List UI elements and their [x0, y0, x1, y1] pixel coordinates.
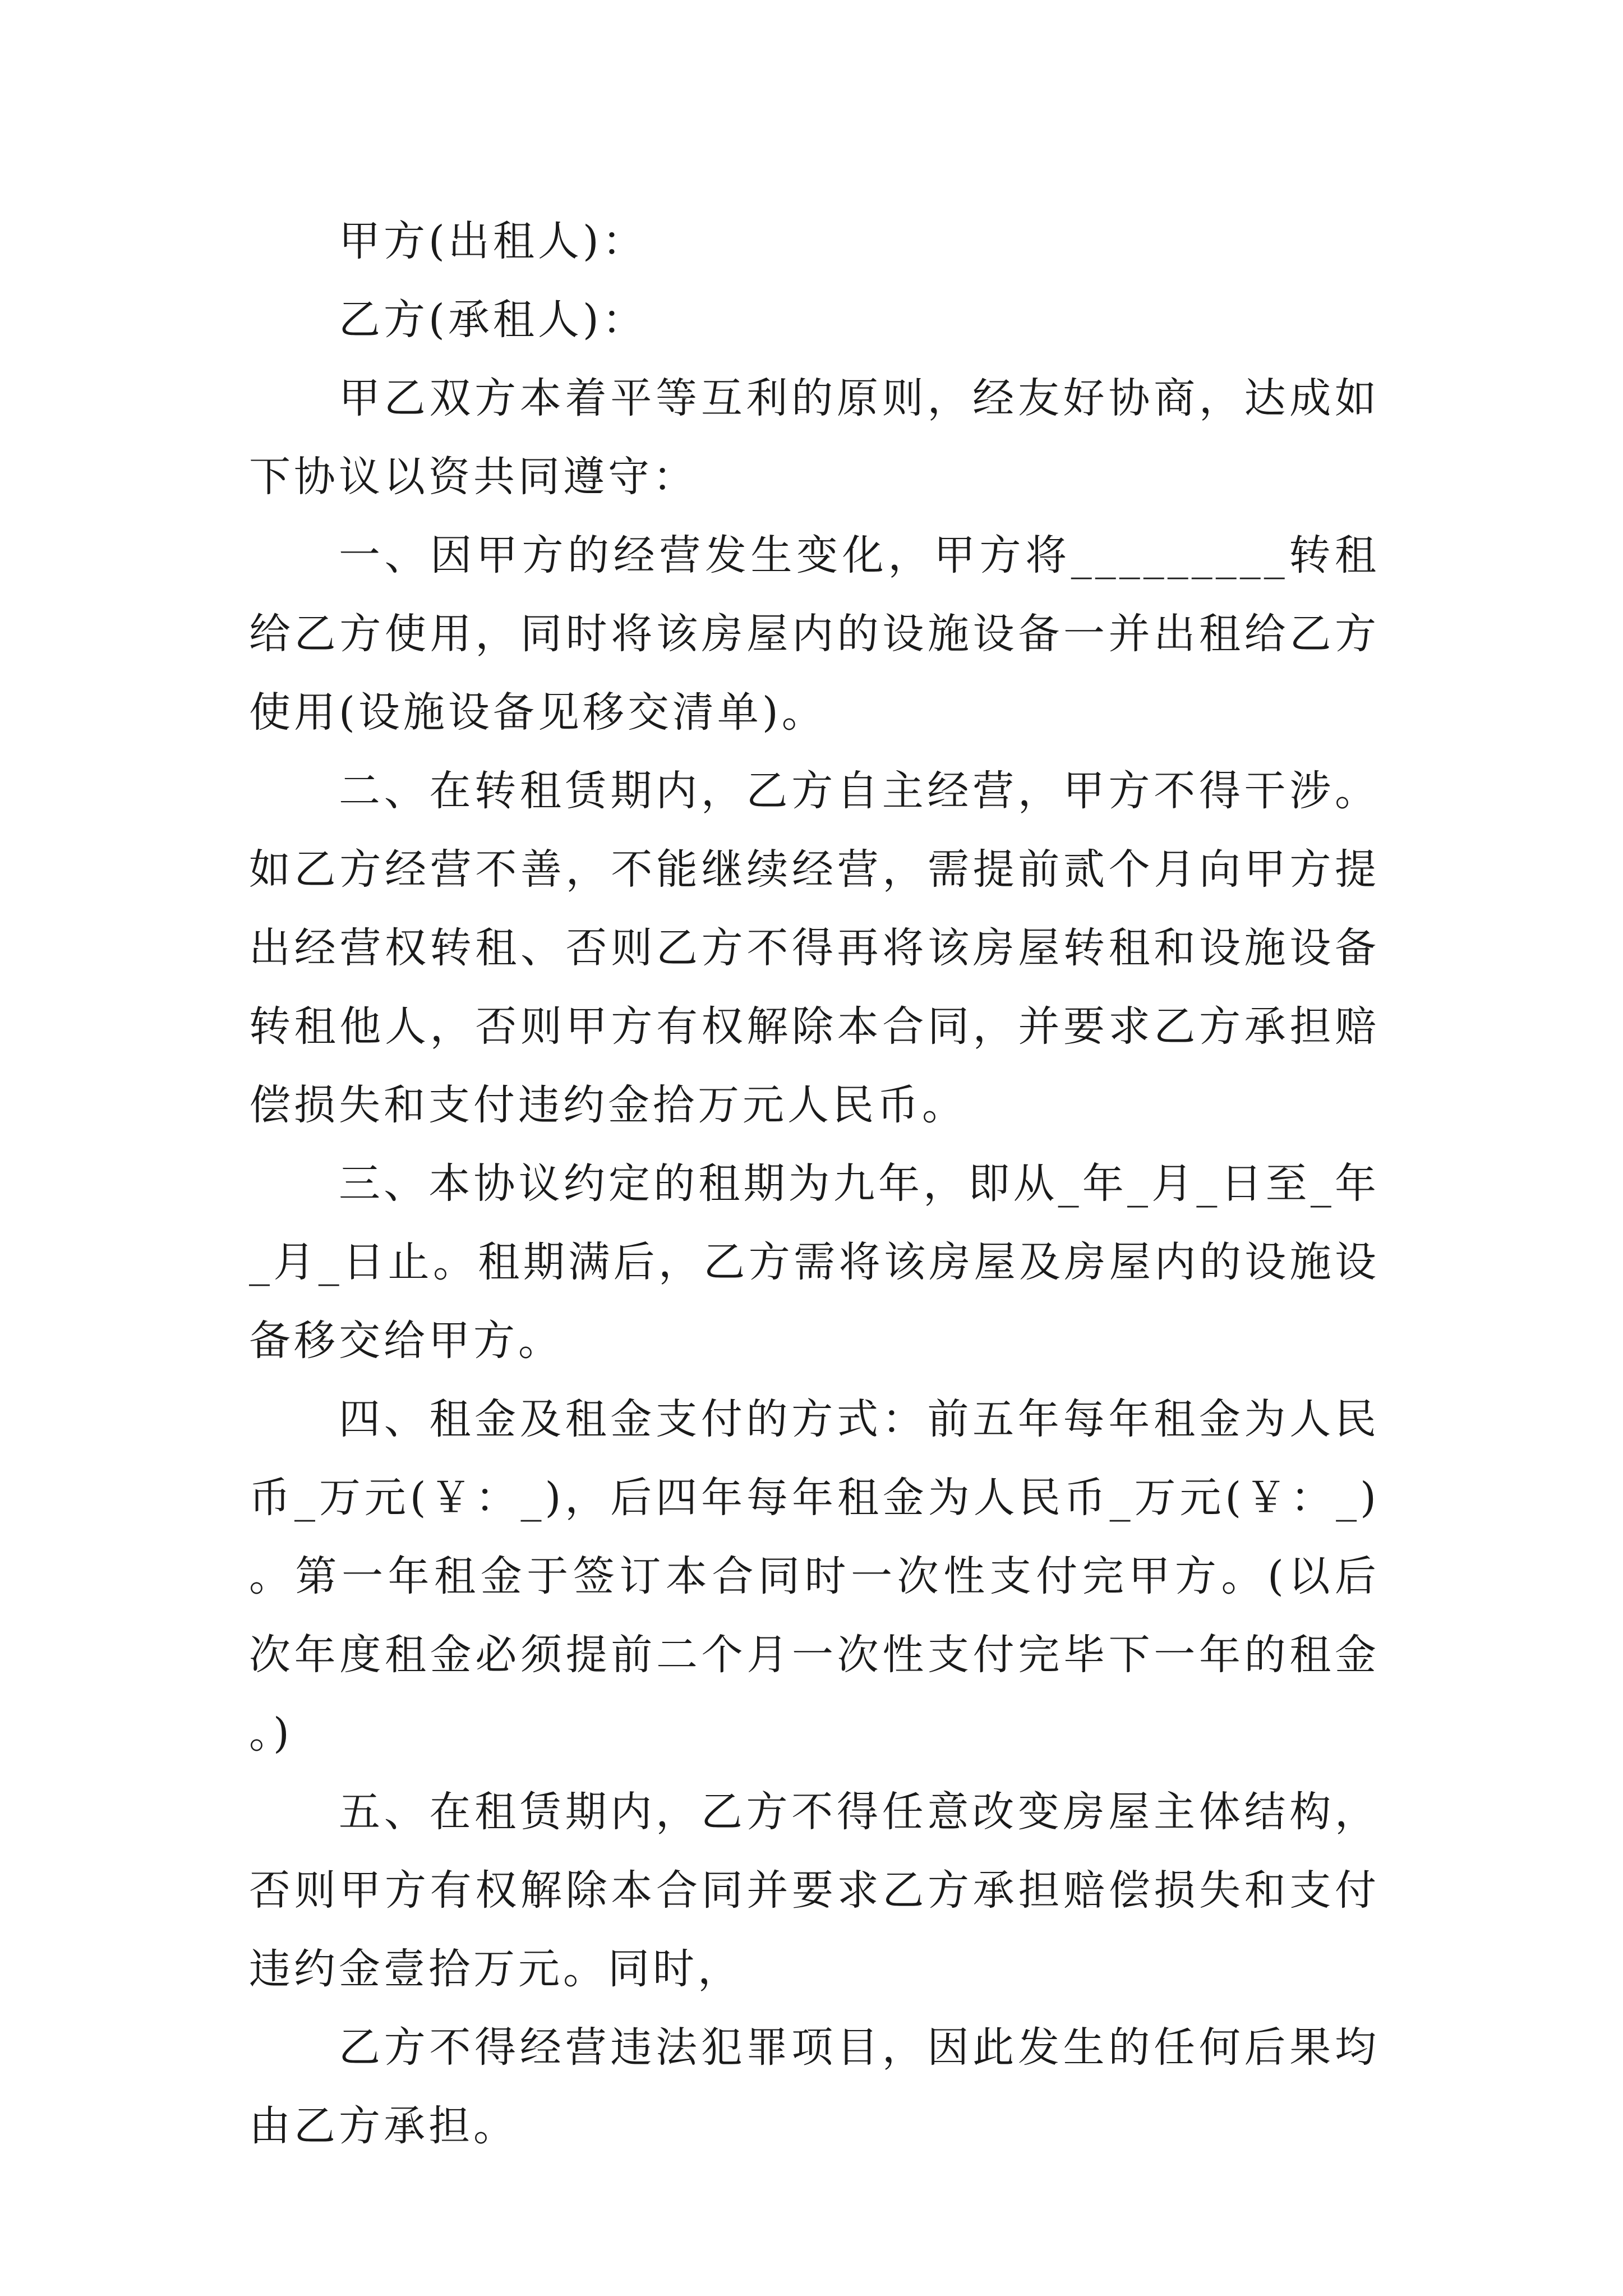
party-a-line: 甲方(出租人)：	[339, 217, 647, 265]
party-b-line: 乙方(承租人)：	[339, 296, 647, 344]
clause-1-paragraph: 一、因甲方的经营发生变化，甲方将_________转租给乙方使用，同时将该房屋内的设施设备一并出租给乙方使用(设施设备见移交清单)。	[249, 531, 1380, 737]
preamble-paragraph: 甲乙双方本着平等互利的原则，经友好协商，达成如下协议以资共同遵守：	[249, 374, 1380, 501]
clause-2-paragraph: 二、在转租赁期内，乙方自主经营，甲方不得干涉。如乙方经营不善，不能继续经营，需提前贰个月向甲方提出经营权转租、否则乙方不得再将该房屋转租和设施设备转租他人，否则甲方有权解除本合同，并要求乙方承担赔偿损失和支付违约金拾万元人民币。	[249, 767, 1380, 1129]
clause-5-paragraph: 五、在租赁期内，乙方不得任意改变房屋主体结构，否则甲方有权解除本合同并要求乙方承担赔偿损失和支付违约金壹拾万元。同时，	[249, 1788, 1380, 1993]
clause-5-continuation: 乙方不得经营违法犯罪项目，因此发生的任何后果均由乙方承担。	[249, 2023, 1380, 2150]
clause-4-paragraph: 四、租金及租金支付的方式：前五年每年租金为人民币_万元(￥：_)，后四年每年租金为人民币_万元(￥：_)。第一年租金于签订本合同时一次性支付完甲方。(以后次年度租金必须提前二个月一次性支付完毕下一年的租金。)	[249, 1395, 1380, 1757]
contract-body	[249, 202, 1380, 2165]
clause-3-paragraph: 三、本协议约定的租期为九年，即从_年_月_日至_年_月_日止。租期满后，乙方需将该房屋及房屋内的设施设备移交给甲方。	[249, 1159, 1380, 1365]
